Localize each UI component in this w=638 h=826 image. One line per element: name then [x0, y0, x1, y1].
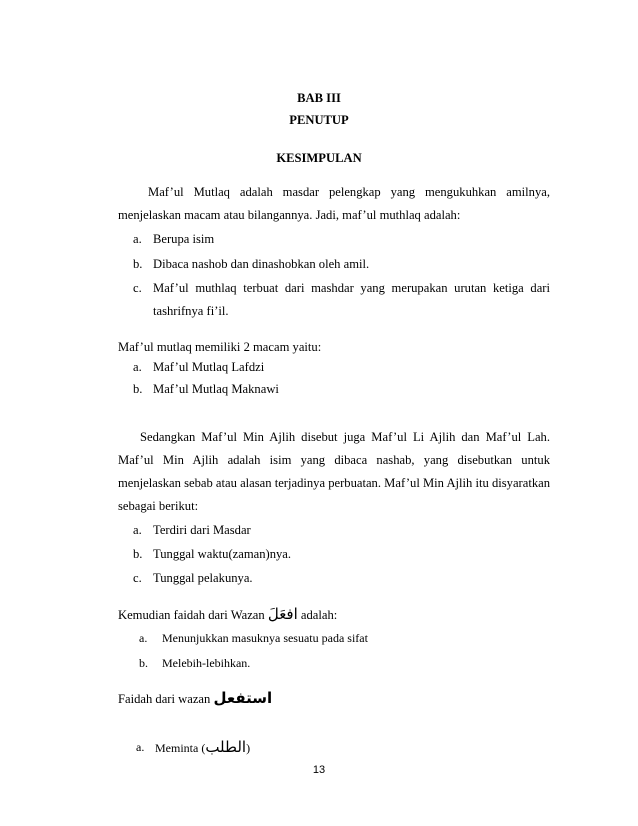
list-5-item-a-text: Meminta (	[155, 741, 206, 755]
paragraph-3-line-3: menjelaskan sebab atau alasan terjadinya perbuatan. Maf’ul Min Ajlih itu disyaratkan	[118, 476, 550, 490]
paragraph-5-prefix: Faidah dari wazan	[118, 692, 211, 706]
paragraph-4-prefix: Kemudian faidah dari Wazan	[118, 608, 265, 622]
list-3-label-b: b.	[133, 547, 143, 561]
paragraph-3-line-2: Maf’ul Min Ajlih adalah isim yang dibaca nashab, yang disebutkan untuk	[118, 453, 550, 467]
list-3-item-b: Tunggal waktu(zaman)nya.	[153, 547, 292, 561]
list-2-label-b: b.	[133, 382, 143, 396]
paragraph-4-suffix: adalah:	[300, 608, 338, 622]
list-4-label-b: b.	[139, 656, 148, 670]
section-title: KESIMPULAN	[276, 151, 362, 165]
list-5-item-a-arabic: الطلب	[205, 738, 247, 756]
list-4-item-b: Melebih-lebihkan.	[162, 656, 251, 670]
paragraph-3-line-4: sebagai berikut:	[118, 499, 199, 513]
paragraph-1-line-1: Maf’ul Mutlaq adalah masdar pelengkap yang mengukuhkan amilnya,	[148, 185, 550, 199]
list-4-label-a: a.	[139, 631, 148, 645]
list-3-label-c: c.	[133, 571, 142, 585]
paragraph-2: Maf’ul mutlaq memiliki 2 macam yaitu:	[118, 340, 322, 354]
list-2-item-a: Maf’ul Mutlaq Lafdzi	[153, 360, 265, 374]
list-1-label-b: b.	[133, 257, 143, 271]
paragraph-5	[118, 690, 272, 707]
chapter-title: PENUTUP	[289, 113, 349, 127]
list-1-item-c: Maf’ul muthlaq terbuat dari mashdar yang merupakan urutan ketiga dari	[153, 281, 550, 295]
list-2-label-a: a.	[133, 360, 142, 374]
paragraph-5-arabic-term: استفعل	[213, 689, 273, 707]
paragraph-1-line-2: menjelaskan macam atau bilangannya. Jadi, maf’ul muthlaq adalah:	[118, 208, 461, 222]
paragraph-3-line-1: Sedangkan Maf’ul Min Ajlih disebut juga Maf’ul Li Ajlih dan Maf’ul Lah.	[140, 430, 550, 444]
paragraph-4	[118, 606, 337, 623]
page-number: 13	[312, 764, 326, 776]
list-5-label-a: a.	[136, 740, 145, 754]
list-4-item-a: Menunjukkan masuknya sesuatu pada sifat	[162, 631, 368, 645]
list-3-label-a: a.	[133, 523, 142, 537]
list-3-item-a: Terdiri dari Masdar	[153, 523, 251, 537]
list-1-item-c-continued: tashrifnya fi’il.	[153, 304, 229, 318]
paragraph-4-arabic-term: افعَلَ	[267, 605, 298, 623]
list-1-item-a: Berupa isim	[153, 232, 215, 246]
chapter-number: BAB III	[297, 91, 341, 105]
list-3-item-c: Tunggal pelakunya.	[153, 571, 253, 585]
list-5-item-a-close: )	[246, 741, 251, 755]
list-1-label-c: c.	[133, 281, 142, 295]
list-5-item-a	[155, 739, 250, 756]
list-1-item-b: Dibaca nashob dan dinashobkan oleh amil.	[153, 257, 370, 271]
list-1-label-a: a.	[133, 232, 142, 246]
list-2-item-b: Maf’ul Mutlaq Maknawi	[153, 382, 279, 396]
